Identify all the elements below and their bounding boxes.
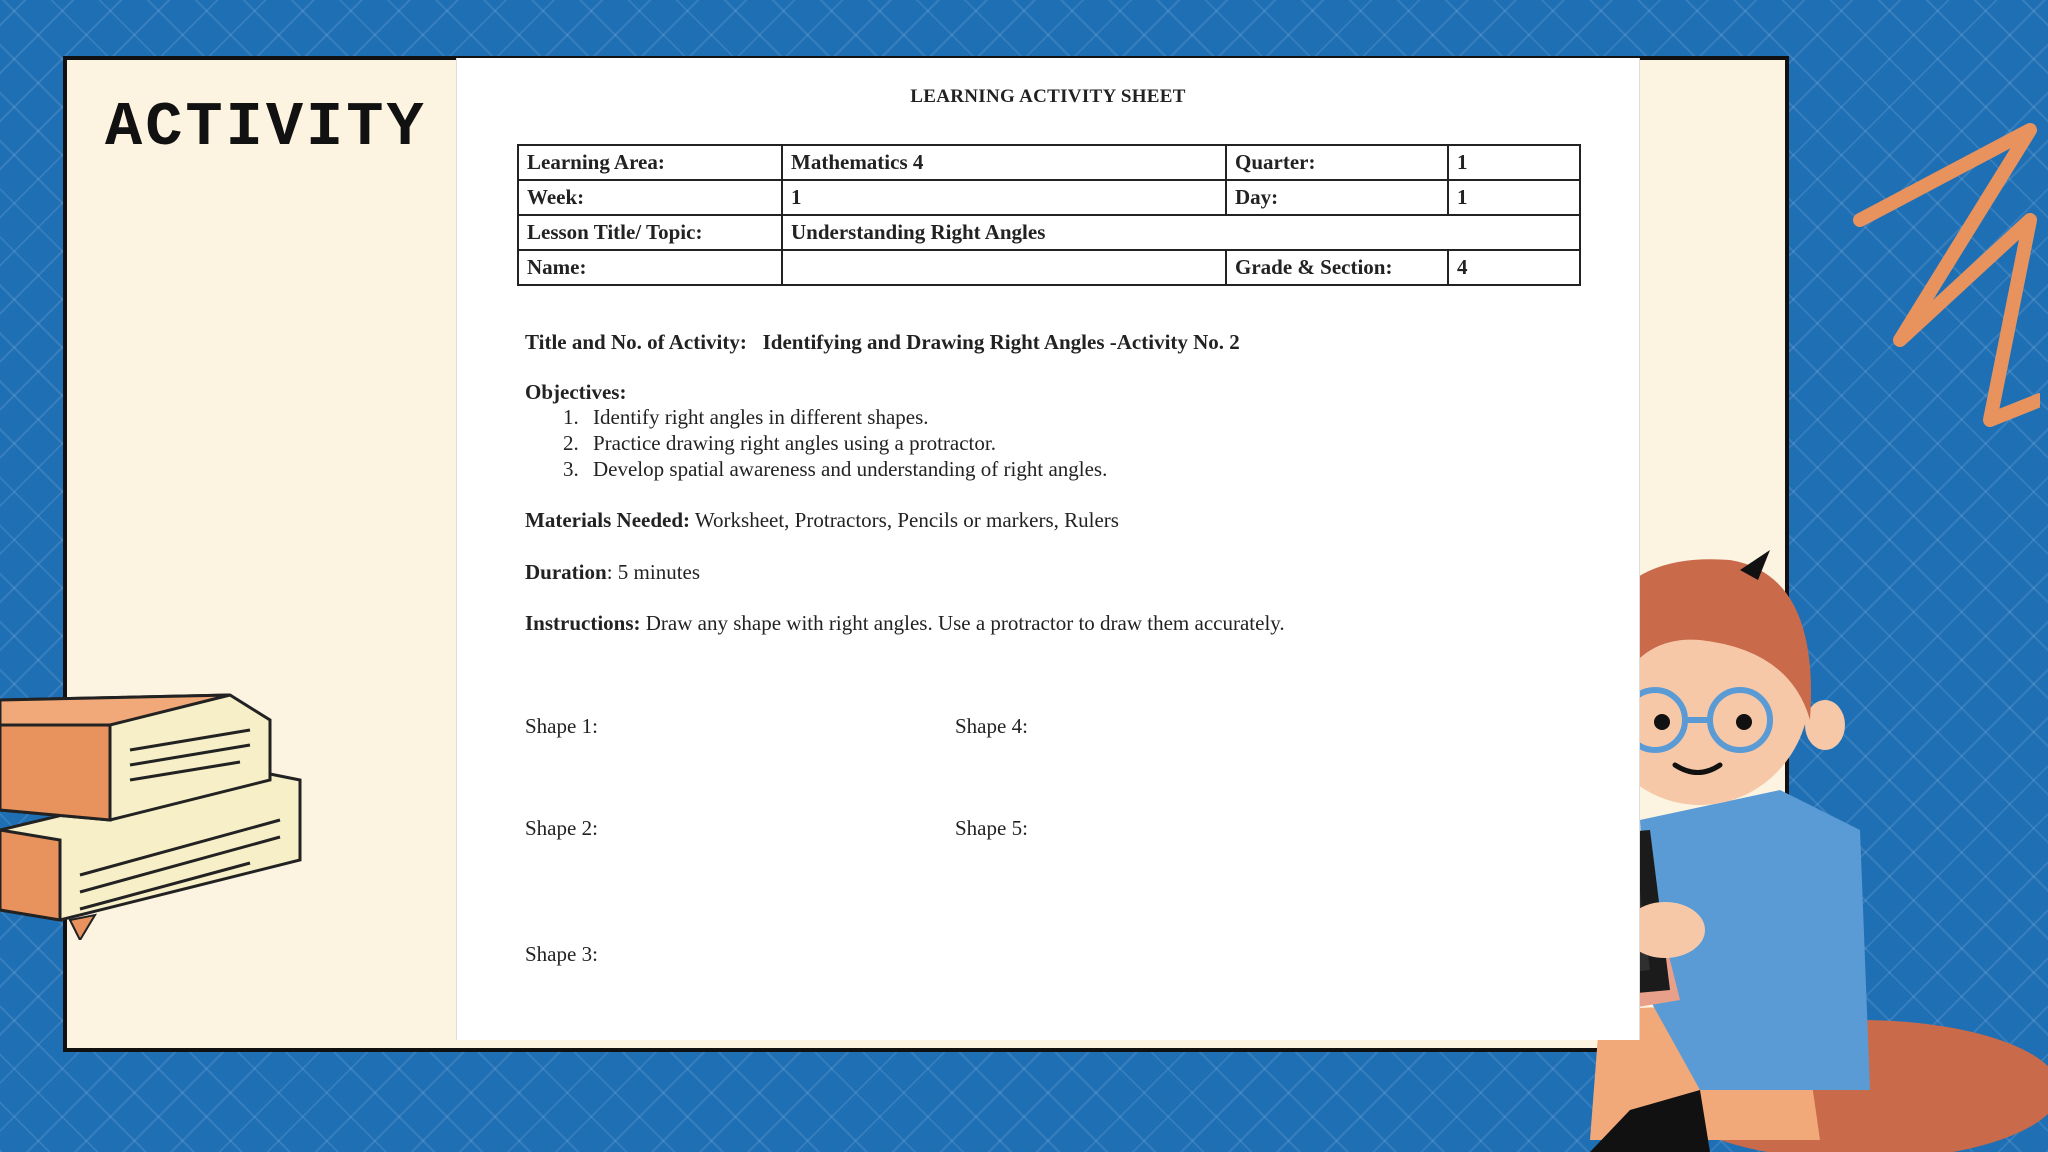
objective-number: 3. <box>563 457 579 481</box>
stacked-books-icon <box>0 680 310 940</box>
objective-text: Practice drawing right angles using a protractor. <box>593 431 996 455</box>
list-item <box>563 430 1107 456</box>
activity-value: Identifying and Drawing Right Angles -Activity No. 2 <box>762 330 1240 354</box>
instructions-value: Draw any shape with right angles. Use a protractor to draw them accurately. <box>645 611 1285 635</box>
objective-number: 1. <box>563 405 579 429</box>
objectives-label: Objectives: <box>525 380 627 404</box>
table-row <box>518 145 1580 180</box>
grade-section-label: Grade & Section: <box>1226 250 1448 285</box>
day-value: 1 <box>1448 180 1580 215</box>
duration-label: Duration <box>525 560 607 584</box>
sheet-title: LEARNING ACTIVITY SHEET <box>910 86 1186 107</box>
learning-activity-sheet <box>456 58 1640 1040</box>
objective-text: Identify right angles in different shapes. <box>593 405 929 429</box>
list-item <box>563 404 1107 430</box>
shape-3-label: Shape 3: <box>525 942 598 966</box>
name-label: Name: <box>518 250 782 285</box>
objectives-heading <box>525 380 626 405</box>
shape-4-label: Shape 4: <box>955 714 1028 738</box>
lesson-title-label: Lesson Title/ Topic: <box>518 215 782 250</box>
objectives-list <box>563 404 1107 482</box>
materials-line <box>525 508 1119 533</box>
instructions-label: Instructions: <box>525 611 641 635</box>
table-row <box>518 215 1580 250</box>
grade-section-value: 4 <box>1448 250 1580 285</box>
materials-label: Materials Needed: <box>525 508 691 532</box>
table-row <box>518 250 1580 285</box>
duration-value: : 5 minutes <box>606 560 701 584</box>
table-row <box>518 180 1580 215</box>
activity-title-line <box>525 330 1240 355</box>
materials-value: Worksheet, Protractors, Pencils or markers, Rulers <box>694 508 1119 532</box>
week-value: 1 <box>782 180 1226 215</box>
learning-area-value: Mathematics 4 <box>782 145 1226 180</box>
name-field[interactable] <box>782 250 1226 285</box>
slide-title: ACTIVITY <box>105 92 427 163</box>
objective-text: Develop spatial awareness and understanding of right angles. <box>593 457 1108 481</box>
list-item <box>563 456 1107 482</box>
learning-area-label: Learning Area: <box>518 145 782 180</box>
instructions-line <box>525 611 1285 636</box>
duration-line <box>525 560 700 585</box>
quarter-label: Quarter: <box>1226 145 1448 180</box>
objective-number: 2. <box>563 431 579 455</box>
orange-scribble-icon <box>1840 100 2040 440</box>
day-label: Day: <box>1226 180 1448 215</box>
activity-label: Title and No. of Activity: <box>525 330 747 354</box>
info-table <box>517 144 1581 286</box>
shape-1-label: Shape 1: <box>525 714 598 738</box>
lesson-title-value: Understanding Right Angles <box>782 215 1580 250</box>
quarter-value: 1 <box>1448 145 1580 180</box>
week-label: Week: <box>518 180 782 215</box>
shape-5-label: Shape 5: <box>955 816 1028 840</box>
shape-2-label: Shape 2: <box>525 816 598 840</box>
